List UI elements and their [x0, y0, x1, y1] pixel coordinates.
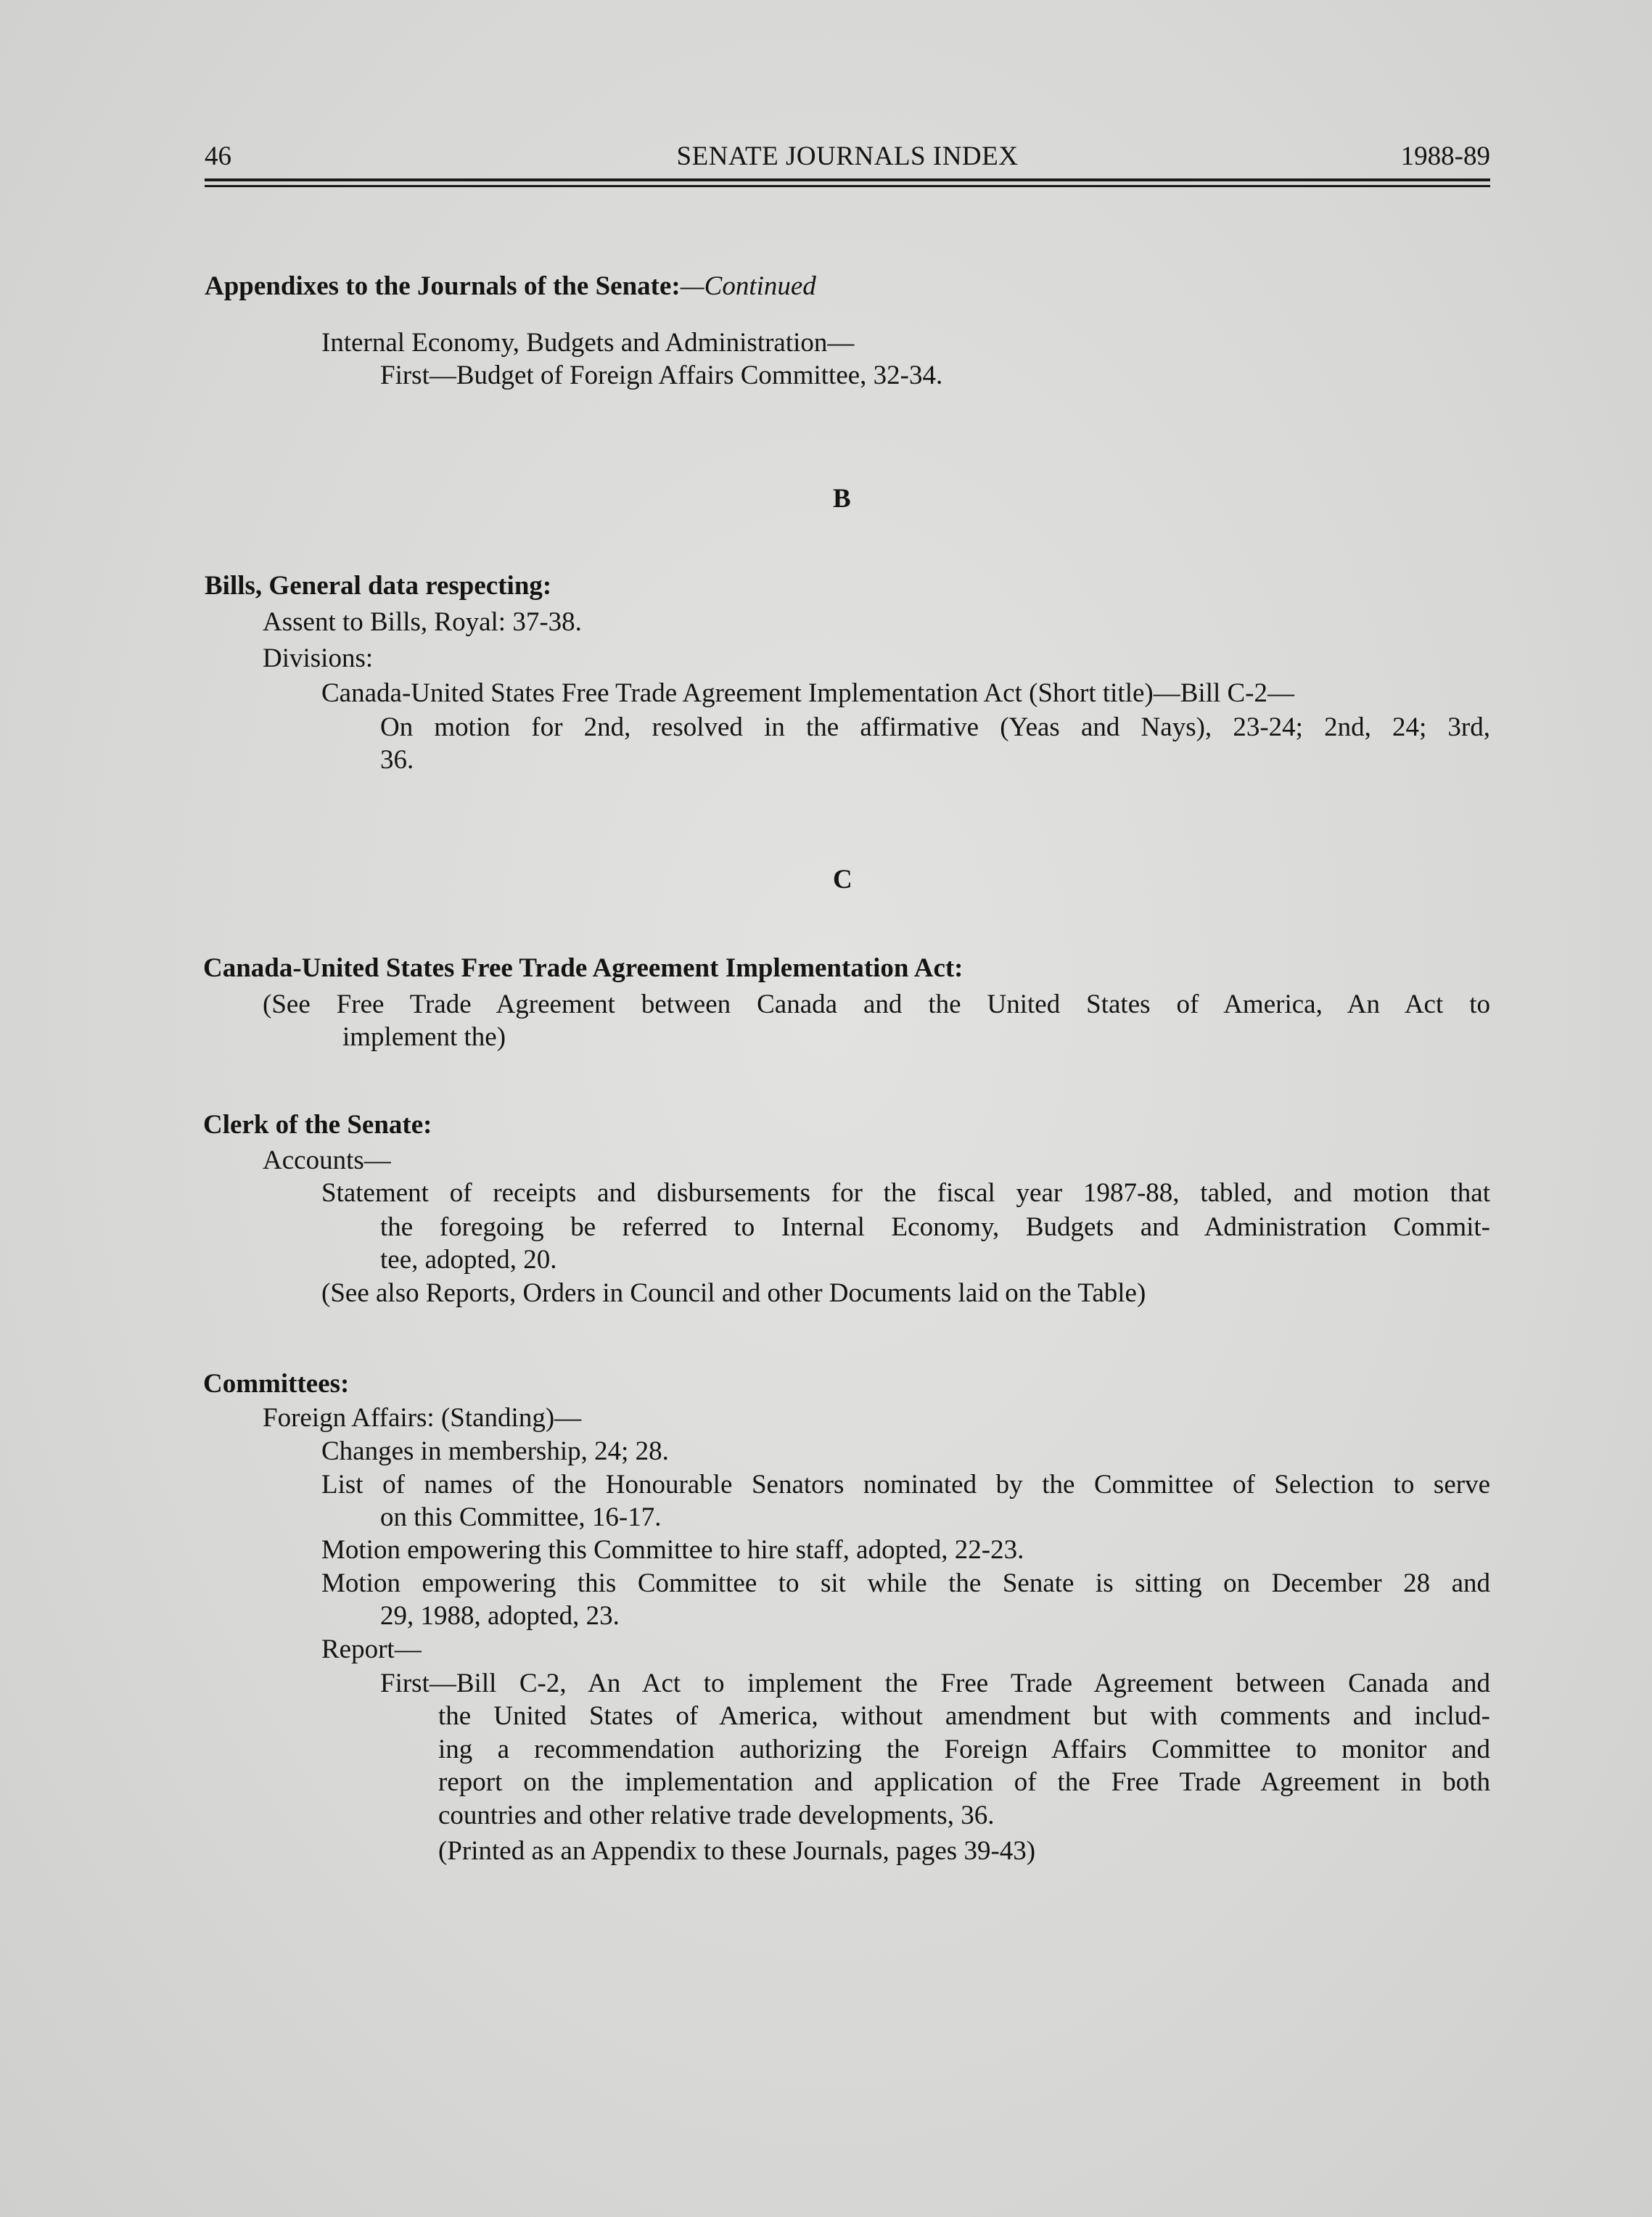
- page-number: 46: [205, 141, 231, 171]
- committees-list-line-1: List of names of the Honourable Senators nominated by the Committee of Selection to serve: [321, 1470, 1490, 1500]
- appendixes-continued: —Continued: [680, 271, 816, 301]
- canada-act-line-1: (See Free Trade Agreement between Canada and the United States of America, An Act to: [263, 990, 1490, 1019]
- committees-motion-sit-line-2: 29, 1988, adopted, 23.: [380, 1601, 620, 1631]
- bills-assent: Assent to Bills, Royal: 37-38.: [263, 607, 582, 637]
- committees-first-line-2: the United States of America, without amendment but with comments and includ-: [438, 1701, 1490, 1731]
- page-header: [205, 138, 1490, 176]
- committees-first-line-1: First—Bill C-2, An Act to implement the Free Trade Agreement between Canada and: [380, 1669, 1490, 1698]
- section-letter-c: C: [833, 865, 852, 894]
- committees-motion-sit-line-1: Motion empowering this Committee to sit while the Senate is sitting on December 28 and: [321, 1568, 1490, 1598]
- bills-heading: Bills, General data respecting:: [205, 571, 552, 601]
- appendixes-line-2: First—Budget of Foreign Affairs Committee, 32-34.: [380, 361, 943, 390]
- appendixes-heading-text: Appendixes to the Journals of the Senate:: [205, 271, 681, 301]
- header-rule-top: [205, 178, 1490, 181]
- header-year: 1988-89: [1400, 141, 1490, 171]
- header-rule-bottom: [205, 185, 1490, 187]
- canada-act-heading: Canada-United States Free Trade Agreement Implementation Act:: [203, 953, 963, 983]
- committees-first-line-4: report on the implementation and application of the Free Trade Agreement in both: [438, 1767, 1490, 1797]
- committees-first-line-5: countries and other relative trade developments, 36.: [438, 1801, 995, 1830]
- committees-heading: Committees:: [203, 1369, 350, 1399]
- committees-list-line-2: on this Committee, 16-17.: [380, 1502, 662, 1532]
- bills-canada-line-1: Canada-United States Free Trade Agreement Implementation Act (Short title)—Bill C-2—: [321, 678, 1294, 708]
- appendixes-line-1: Internal Economy, Budgets and Administration—: [321, 328, 855, 358]
- clerk-statement-line-1: Statement of receipts and disbursements for the fiscal year 1987-88, tabled, and motion that: [321, 1178, 1490, 1208]
- running-title: SENATE JOURNALS INDEX: [676, 141, 1019, 171]
- committees-printed: (Printed as an Appendix to these Journals, pages 39-43): [438, 1836, 1036, 1866]
- bills-divisions: Divisions:: [263, 643, 374, 673]
- bills-canada-line-3: 36.: [380, 745, 414, 775]
- committees-foreign-affairs: Foreign Affairs: (Standing)—: [263, 1403, 582, 1433]
- committees-first-line-3: ing a recommendation authorizing the Foreign Affairs Committee to monitor and: [438, 1735, 1490, 1764]
- committees-changes: Changes in membership, 24; 28.: [321, 1436, 669, 1466]
- clerk-see-also: (See also Reports, Orders in Council and other Documents laid on the Table): [321, 1278, 1146, 1308]
- canada-act-line-2: implement the): [342, 1022, 506, 1052]
- committees-report: Report—: [321, 1634, 422, 1664]
- clerk-statement-line-3: tee, adopted, 20.: [380, 1245, 557, 1275]
- clerk-accounts: Accounts—: [263, 1145, 391, 1175]
- clerk-statement-line-2: the foregoing be referred to Internal Economy, Budgets and Administration Commit-: [380, 1212, 1490, 1242]
- clerk-heading: Clerk of the Senate:: [203, 1110, 432, 1140]
- bills-canada-line-2: On motion for 2nd, resolved in the affirmative (Yeas and Nays), 23-24; 2nd, 24; 3rd,: [380, 712, 1490, 742]
- committees-motion-staff: Motion empowering this Committee to hire staff, adopted, 22-23.: [321, 1535, 1024, 1565]
- appendixes-heading: [205, 270, 816, 303]
- section-letter-b: B: [833, 484, 851, 514]
